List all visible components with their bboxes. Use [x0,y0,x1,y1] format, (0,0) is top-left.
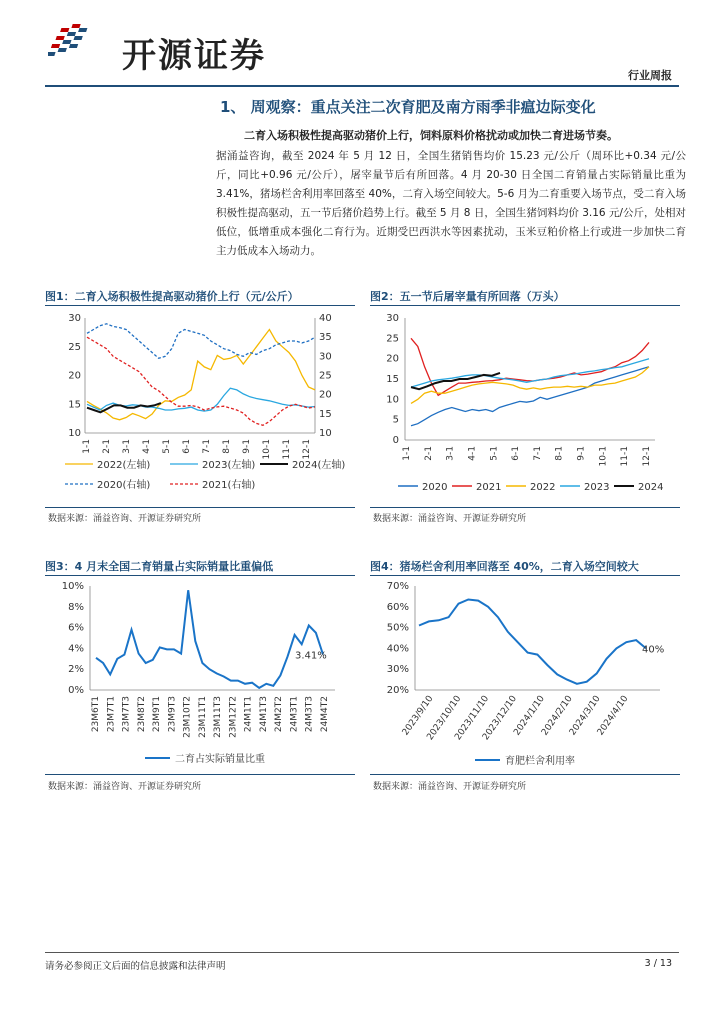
x-tick-label: 24M1T1 [243,696,254,733]
series-line [87,388,315,411]
footer-disclaimer: 请务必参阅正文后面的信息披露和法律声明 [45,961,226,972]
company-name: 开源证券 [122,36,266,76]
series-line [96,590,323,688]
x-tick-label: 24M3T1 [289,696,300,733]
y-left-tick-label: 30 [68,313,81,324]
section-title: 1、 周观察：重点关注二次育肥及南方雨季非瘟边际变化 [220,98,596,116]
x-tick-label: 2024/1/10 [512,693,547,738]
y-right-tick-label: 25 [319,370,332,382]
figure-3-rule [45,575,355,576]
x-tick-label: 6-1 [182,439,192,454]
figure-4-bottom-rule [370,774,680,775]
x-tick-label: 8-1 [222,439,232,454]
company-logo-icon [48,20,114,68]
legend-label: 2024(左轴) [292,460,346,471]
series-line [87,324,315,359]
x-tick-label: 24M4T2 [320,696,330,733]
x-tick-label: 12-1 [642,446,652,467]
x-tick-label: 2023/12/10 [481,693,520,743]
figure-2-bottom-rule [370,507,680,508]
x-tick-label: 23M11T1 [197,696,208,738]
figure-2-title: 图2：五一节后屠宰量有所回落（万头） [370,290,565,303]
x-tick-label: 2024/4/10 [595,693,631,738]
series-line [411,338,649,395]
y-tick-label: 20% [386,685,409,696]
legend-label: 2022 [530,482,556,493]
x-tick-label: 6-1 [511,446,522,461]
x-tick-label: 2023/9/10 [400,693,436,738]
y-right-tick-label: 10 [319,428,332,439]
x-tick-label: 4-1 [467,446,478,461]
x-tick-label: 23M11T3 [213,696,224,738]
x-tick-label: 4-1 [142,439,152,454]
figure-3-title: 图3：4 月末全国二育销量占实际销量比重偏低 [45,560,274,573]
y-tick-label: 8% [68,601,84,613]
x-tick-label: 2024/3/10 [567,693,603,738]
legend-label: 2020(右轴) [97,480,151,491]
series-line [419,600,646,684]
x-tick-label: 2024/2/10 [540,693,575,738]
x-tick-label: 7-1 [532,446,543,461]
y-tick-label: 25 [386,333,399,345]
x-tick-label: 8-1 [554,446,565,461]
y-tick-label: 0% [68,685,84,696]
figure-1-bottom-rule [45,507,355,508]
figure-1-chart [45,308,355,508]
y-tick-label: 30% [386,664,409,676]
x-tick-label: 1-1 [82,439,92,454]
figure-2-chart [370,308,680,508]
x-tick-label: 3-1 [445,446,456,461]
figure-3-source: 数据来源：涌益咨询、开源证券研究所 [48,782,202,792]
y-tick-label: 50% [386,622,409,634]
x-tick-label: 1-1 [402,446,412,461]
y-tick-label: 5 [392,414,399,426]
legend-label: 2023 [584,482,610,493]
y-tick-label: 10% [61,581,84,592]
data-label: 40% [642,644,665,656]
y-left-tick-label: 20 [68,370,81,382]
y-tick-label: 30 [386,313,399,324]
figure-2-rule [370,305,680,306]
y-right-tick-label: 20 [319,389,332,401]
y-left-tick-label: 15 [68,399,81,411]
y-tick-label: 2% [68,664,84,676]
y-tick-label: 70% [386,581,409,592]
x-tick-label: 2-1 [102,439,112,454]
figure-4-chart [370,578,680,774]
report-type: 行业周报 [628,69,672,82]
y-tick-label: 20 [386,353,399,365]
x-tick-label: 23M7T1 [106,696,117,733]
legend-label: 二育占实际销量比重 [175,754,265,765]
legend-label: 2021(右轴) [202,480,256,491]
y-left-tick-label: 25 [68,341,81,353]
x-tick-label: 10-1 [262,439,272,460]
legend-label: 2020 [422,482,448,493]
figure-1-source: 数据来源：涌益咨询、开源证券研究所 [48,514,202,524]
figure-2-source: 数据来源：涌益咨询、开源证券研究所 [373,514,527,524]
y-tick-label: 10 [386,394,399,406]
page-number: 3 / 13 [644,958,672,969]
x-tick-label: 9-1 [242,439,252,454]
figure-1-title: 图1：二育入场积极性提高驱动猪价上行（元/公斤） [45,290,299,303]
y-tick-label: 0 [392,435,399,446]
series-line [411,367,649,426]
data-label: 3.41% [295,650,327,662]
x-tick-label: 11-1 [282,439,292,460]
section-subtitle: 二育入场积极性提高驱动猪价上行，饲料原料价格扰动或加快二育进场节奏。 [244,129,618,142]
footer-divider [45,952,679,953]
figure-1-rule [45,305,355,306]
x-tick-label: 23M6T1 [91,696,101,733]
figure-3-bottom-rule [45,774,355,775]
x-tick-label: 23M9T3 [167,696,178,733]
x-tick-label: 24M3T3 [304,696,315,733]
y-left-tick-label: 10 [68,428,81,439]
legend-label: 2022(左轴) [97,460,151,471]
x-tick-label: 24M2T2 [274,696,285,733]
legend-label: 育肥栏舍利用率 [505,756,575,767]
figure-4-title: 图4：猪场栏舍利用率回落至 40%，二育入场空间较大 [370,560,639,573]
series-line [87,337,315,425]
x-tick-label: 23M12T2 [228,696,239,738]
x-tick-label: 24M1T3 [258,696,269,733]
x-tick-label: 3-1 [122,439,132,454]
y-right-tick-label: 35 [319,332,332,344]
x-tick-label: 23M8T2 [136,696,147,733]
y-tick-label: 6% [68,622,84,634]
header-divider [45,85,679,87]
y-tick-label: 60% [386,601,409,613]
x-tick-label: 2023/10/10 [425,693,464,743]
figure-3-chart [45,578,355,774]
legend-label: 2023(左轴) [202,460,256,471]
figure-4-rule [370,575,680,576]
series-line [411,367,649,404]
x-tick-label: 5-1 [162,439,172,454]
x-tick-label: 7-1 [202,439,212,454]
figure-4-source: 数据来源：涌益咨询、开源证券研究所 [373,782,527,792]
y-tick-label: 15 [386,374,399,385]
legend-label: 2024 [638,482,664,493]
y-right-tick-label: 30 [319,351,332,363]
y-right-tick-label: 40 [319,313,332,324]
x-tick-label: 9-1 [576,446,587,461]
x-tick-label: 12-1 [302,439,312,460]
x-tick-label: 11-1 [620,446,631,467]
x-tick-label: 23M10T2 [182,696,193,738]
x-tick-label: 2-1 [423,446,434,461]
y-right-tick-label: 15 [319,408,332,420]
x-tick-label: 10-1 [598,446,609,467]
y-tick-label: 4% [68,643,84,655]
x-tick-label: 23M9T1 [152,696,163,733]
x-tick-label: 23M7T3 [121,696,132,733]
x-tick-label: 5-1 [489,446,500,461]
y-tick-label: 40% [386,643,409,655]
x-tick-label: 2023/11/10 [453,693,492,743]
legend-label: 2021 [476,482,502,493]
section-paragraph: 据涌益咨询，截至 2024 年 5 月 12 日，全国生猪销售均价 15.23 元/公斤（周环比+0.34 元/公斤，同比+0.96 元/公斤），屠宰量节后有所回落。4 月 20-30 日全国二育销量占实际销量比重为 3.41%，猪场栏舍利用率回落至 40%，二育入场空间较大。5-6 月为二育重要入场节点，受二育入场积极性提高驱动，五一节后猪价趋势上行。截至 5 月 8 日，全国生猪饲料均价 3.16 元/公斤，处相对低位，低增重成本强化二育行为。近期受巴西洪水等因素扰动，玉米豆粕价格上行或进一步加快二育主力低成本入场动力。 [216,150,686,257]
